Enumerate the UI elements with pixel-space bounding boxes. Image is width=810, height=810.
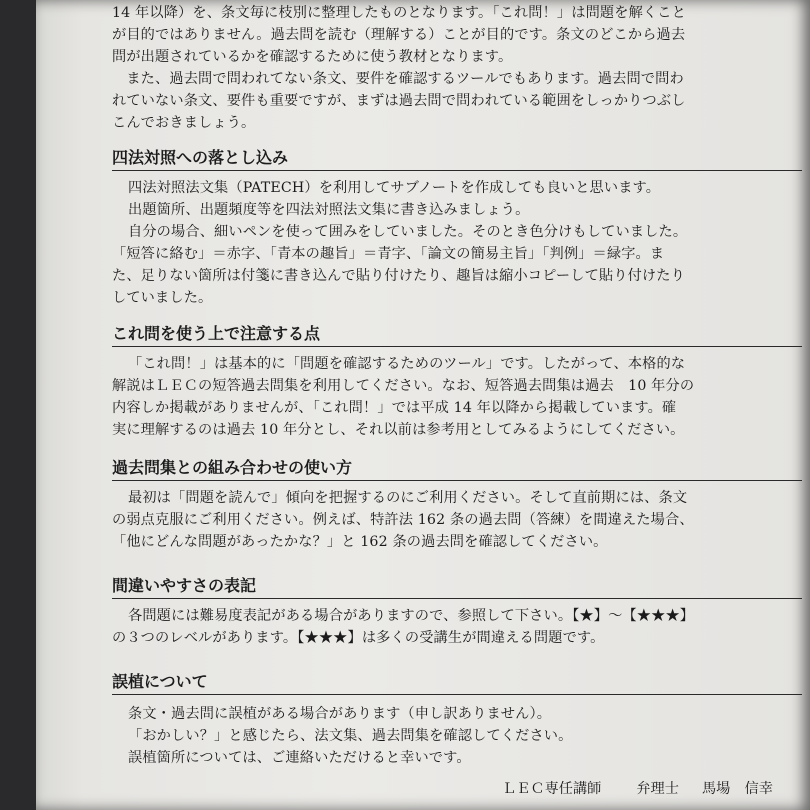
signature-org: ＬＥＣ専任講師 [502,781,602,797]
intro-line: また、過去問で問われてない条文、要件を確認するツールでもあります。過去問で問わ [112,71,684,87]
section-line: 自分の場合、細いペンを使って囲みをしていました。そのとき色分けもしていました。 [128,224,688,240]
section-line: 実に理解するのは過去 10 年分とし、それ以前は参考用としてみるようにしてください。 [112,422,685,438]
section-heading: これ問を使う上で注意する点 [112,322,802,347]
section-line: 誤植箇所については、ご連絡いただけると幸いです。 [128,750,471,766]
section-heading: 過去問集との組み合わせの使い方 [112,456,802,481]
section-errata [112,670,802,769]
section-line: 「これ問！」は基本的に「問題を確認するためのツール」です。したがって、本格的な [128,356,686,372]
section-heading: 間違いやすさの表記 [112,574,802,599]
section-line: 「他にどんな問題があったかな？」と 162 条の過去問を確認してください。 [112,534,608,550]
section-line: の弱点克服にご利用ください。例えば、特許法 162 条の過去問（答練）を間違えた場合、 [112,512,694,528]
document-page [36,0,810,810]
section-line: た、足りない箇所は付箋に書き込んで貼り付けたり、趣旨は縮小コピーして貼り付けたり [112,268,685,284]
section-shihou-taisho [112,146,802,309]
signature [502,778,802,800]
section-line: していました。 [112,290,213,306]
section-difficulty [112,574,802,649]
section-line: の３つのレベルがあります。【★★★】は多くの受講生が間違える問題です。 [112,630,605,646]
section-koremon-notes [112,322,802,441]
section-line: 「短答に絡む」＝赤字、「青本の趣旨」＝青字、「論文の簡易主旨」「判例」＝緑字。ま [112,246,665,262]
section-heading: 誤植について [112,670,802,695]
intro-line: 問が出題されているかを確認するために使う教材となります。 [112,49,513,65]
section-line: 最初は「問題を読んで」傾向を把握するのにご利用ください。そして直前期には、条文 [128,490,688,506]
signature-title: 弁理士 [636,781,679,797]
section-kakomon-combo [112,456,802,553]
section-line: 各問題には難易度表記がある場合がありますので、参照して下さい。【★】～【★★★】 [128,608,695,624]
section-line: 四法対照法文集（PATECH）を利用してサブノートを作成しても良いと思います。 [128,180,661,196]
section-line: 解説はＬＥＣの短答過去問集を利用してください。なお、短答過去問集は過去 10 年分の [112,378,695,394]
section-line: 条文・過去問に誤植がある場合があります（申し訳ありません）。 [128,706,552,722]
section-heading: 四法対照への落とし込み [112,146,802,171]
intro-line: が目的ではありません。過去問を読む（理解する）ことが目的です。条文のどこから過去 [112,27,686,43]
intro-line: こんでおきましょう。 [112,115,256,131]
signature-name: 馬場 信幸 [701,781,773,797]
intro-line: 14 年以降）を、条文毎に枝別に整理したものとなります。「これ問！」は問題を解くこと [112,5,686,21]
section-line: 内容しか掲載がありませんが、「これ問！」では平成 14 年以降から掲載しています。確 [112,400,677,416]
section-line: 「おかしい？」と感じたら、法文集、過去問集を確認してください。 [128,728,573,744]
intro-block [112,2,802,134]
section-line: 出題箇所、出題頻度等を四法対照法文集に書き込みましょう。 [128,202,530,218]
intro-line: れていない条文、要件も重要ですが、まずは過去問で問われている範囲をしっかりつぶし [112,93,686,109]
